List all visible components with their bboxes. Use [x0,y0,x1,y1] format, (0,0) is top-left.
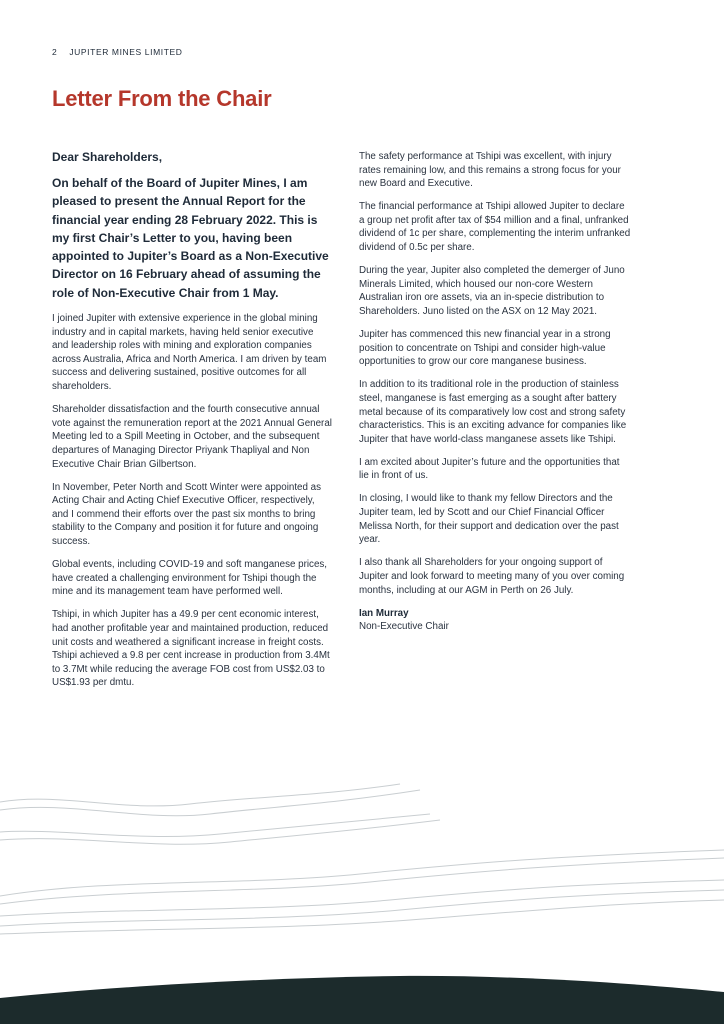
body-paragraph: Shareholder dissatisfaction and the fourth consecutive annual vote against the remuneration report at the 2021 Annual General Meeting led to a Spill Meeting in October, and the subsequent departures of Managing Director Priyank Thapliyal and Non Executive Chair Brian Gilbertson. [52,404,332,470]
page-title: Letter From the Chair [52,86,272,111]
body-paragraph: Global events, including COVID-19 and soft manganese prices, have created a challenging environment for Tshipi though the mine and its management team have performed well. [52,559,328,598]
intro-paragraph: On behalf of the Board of Jupiter Mines, I am pleased to present the Annual Report for the financial year ending 28 February 2022. This is my first Chair’s Letter to you, having been appointed to Jupiter’s Board as a Non-Executive Director on 16 February ahead of assuming the role of Non-Executive Chair from 1 May. [52,176,329,300]
salutation: Dear Shareholders, [52,150,163,164]
company-name: JUPITER MINES LIMITED [69,47,183,57]
wave-line [0,784,400,806]
left-column [52,148,332,699]
signature-role: Non-Executive Chair [359,621,449,633]
wave-line [0,814,430,837]
body-paragraph: The financial performance at Tshipi allowed Jupiter to declare a group net profit after tax of $54 million and a final, unfranked dividend of 1c per share, complementing the interim unfranked dividend of 0.5c per share. [359,201,631,254]
body-paragraph: Tshipi, in which Jupiter has a 49.9 per cent economic interest, had another profitable year and maintained production, reduced unit costs and weathered a significant increase in freight costs. Tshipi achieved a 9.8 per cent increase in production from 3.4Mt to 3.7Mt while reducing the average FOB cost from US$2.03 to US$1.93 per dmtu. [52,609,330,689]
right-column [359,148,631,634]
running-header [52,47,183,57]
body-paragraph: In closing, I would like to thank my fellow Directors and the Jupiter team, led by Scott and our Chief Financial Officer Melissa North, for their support and dedication over the past year. [359,493,619,546]
body-paragraph: I joined Jupiter with extensive experience in the global mining industry and in capital markets, having held senior executive and leadership roles with mining and exploration companies across Australia, Africa and North America. I am driven by team success and delivering sustained, positive outcomes for all shareholders. [52,313,327,393]
wave-line [0,850,724,896]
footer-band [0,976,724,1024]
body-paragraph: I am excited about Jupiter’s future and the opportunities that lie in front of us. [359,456,620,482]
body-paragraph: During the year, Jupiter also completed the demerger of Juno Minerals Limited, which housed our non-core Western Australian iron ore assets, via an in-specie distribution to Shareholders. Juno listed on the ASX on 12 May 2021. [359,265,625,317]
body-paragraph: I also thank all Shareholders for your ongoing support of Jupiter and look forward to meeting many of you over coming months, including at our AGM in Perth on 26 July. [359,557,625,596]
wave-line [0,858,724,904]
page-number: 2 [52,47,58,57]
wave-line [0,900,724,934]
body-paragraph: In November, Peter North and Scott Winter were appointed as Acting Chair and Acting Chief Executive Officer, respectively, and I commend their efforts over the past six months to bring stability to the Company and position it for future and ongoing success. [52,481,322,547]
body-paragraph: In addition to its traditional role in the production of stainless steel, manganese is fast emerging as a sought after battery metal because of its comparatively low cost and strong safety characteristics. This is an exciting advance for companies like Jupiter that have world-class manganese assets like Tshipi. [359,379,627,445]
wave-line [0,890,724,926]
decorative-wave-graphic [0,770,724,1024]
wave-line [0,790,420,816]
body-paragraph: Jupiter has commenced this new financial year in a strong position to concentrate on Tshipi and consider high-value opportunities to grow our core manganese business. [359,329,611,368]
body-paragraph: The safety performance at Tshipi was excellent, with injury rates remaining low, and this remains a strong focus for your new Board and Executive. [359,151,621,190]
signature-name: Ian Murray [359,607,409,619]
